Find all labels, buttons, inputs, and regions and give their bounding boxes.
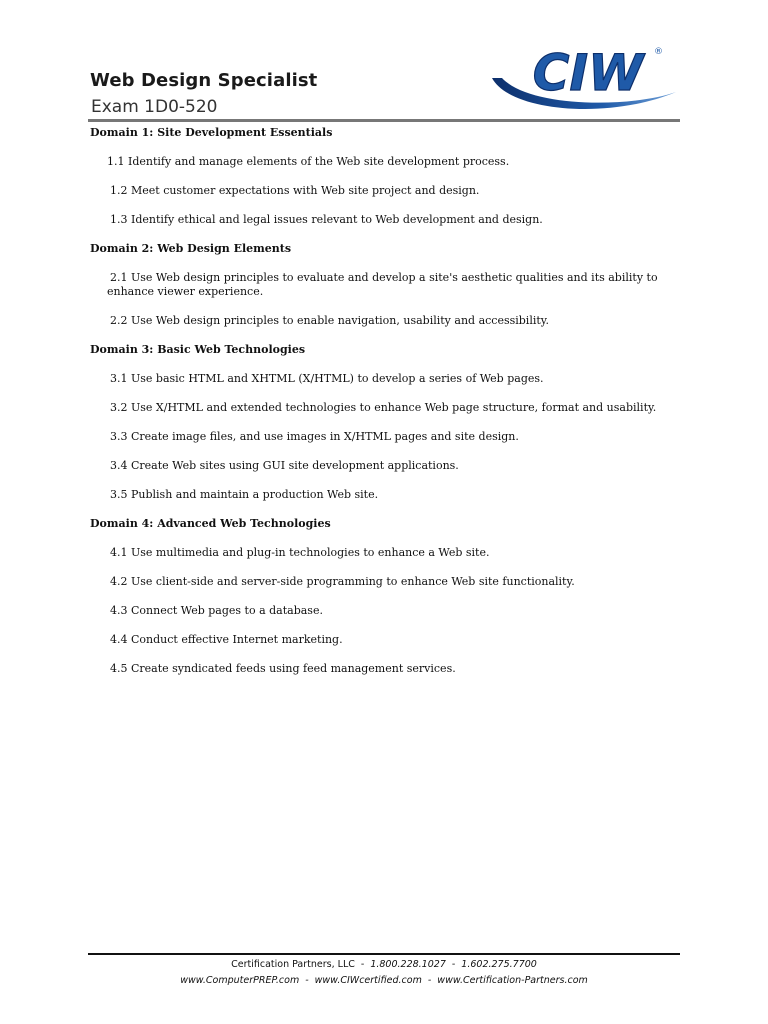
domain-2 xyxy=(90,242,670,343)
footer-contact: Certification Partners, LLC - 1.800.228.1027 - 1.602.275.7700 xyxy=(231,959,537,970)
objective-item: 2.2 Use Web design principles to enable navigation, usability and accessibility. xyxy=(110,314,550,327)
registered-mark: ® xyxy=(654,47,663,57)
website-link[interactable]: www.ComputerPREP.com xyxy=(180,975,300,986)
objective-item: 3.5 Publish and maintain a production Web site. xyxy=(110,488,379,501)
objective-item: 3.4 Create Web sites using GUI site development applications. xyxy=(110,459,459,472)
website-link[interactable]: www.CIWcertified.com xyxy=(314,975,422,986)
domain-heading: Domain 2: Web Design Elements xyxy=(90,242,292,255)
phone-number: 1.800.228.1027 xyxy=(370,959,446,970)
domain-heading: Domain 3: Basic Web Technologies xyxy=(90,343,306,356)
objective-item: 1.1 Identify and manage elements of the Web site development process. xyxy=(107,155,510,168)
exam-code: Exam 1D0-520 xyxy=(91,97,218,117)
domain-1 xyxy=(90,126,670,242)
objective-item: 3.1 Use basic HTML and XHTML (X/HTML) to develop a series of Web pages. xyxy=(110,372,544,385)
logo-text: CIW xyxy=(532,44,644,102)
phone-number: 1.602.275.7700 xyxy=(461,959,537,970)
website-link[interactable]: www.Certification-Partners.com xyxy=(437,975,588,986)
objective-item: 4.4 Conduct effective Internet marketing. xyxy=(110,633,343,646)
domain-heading: Domain 4: Advanced Web Technologies xyxy=(90,517,331,530)
footer-websites: www.ComputerPREP.com - www.CIWcertified.com - www.Certification-Partners.com xyxy=(180,975,588,986)
domain-heading: Domain 1: Site Development Essentials xyxy=(90,126,333,139)
header-rule xyxy=(88,119,680,122)
footer-rule xyxy=(88,953,680,955)
objective-item: 4.2 Use client-side and server-side programming to enhance Web site functionality. xyxy=(110,575,575,588)
objective-item: 4.3 Connect Web pages to a database. xyxy=(110,604,323,617)
domain-3 xyxy=(90,343,670,517)
domain-4 xyxy=(90,517,670,691)
document-title: Web Design Specialist xyxy=(90,70,318,91)
objective-item: 4.5 Create syndicated feeds using feed management services. xyxy=(110,662,456,675)
company-name: Certification Partners, LLC xyxy=(231,959,355,970)
objective-item: 4.1 Use multimedia and plug-in technologies to enhance a Web site. xyxy=(110,546,490,559)
objective-item: 1.2 Meet customer expectations with Web site project and design. xyxy=(110,184,480,197)
ciw-logo xyxy=(490,40,680,115)
page-header xyxy=(90,40,680,125)
objective-item: 1.3 Identify ethical and legal issues relevant to Web development and design. xyxy=(110,213,543,226)
objective-item: 3.2 Use X/HTML and extended technologies to enhance Web page structure, format and usability. xyxy=(110,401,657,414)
objectives-list xyxy=(90,126,670,691)
objective-item: 2.1 Use Web design principles to evaluate and develop a site's aesthetic qualities and its ability to enhance viewer experience. xyxy=(107,271,658,298)
objective-item: 3.3 Create image files, and use images in X/HTML pages and site design. xyxy=(110,430,519,443)
